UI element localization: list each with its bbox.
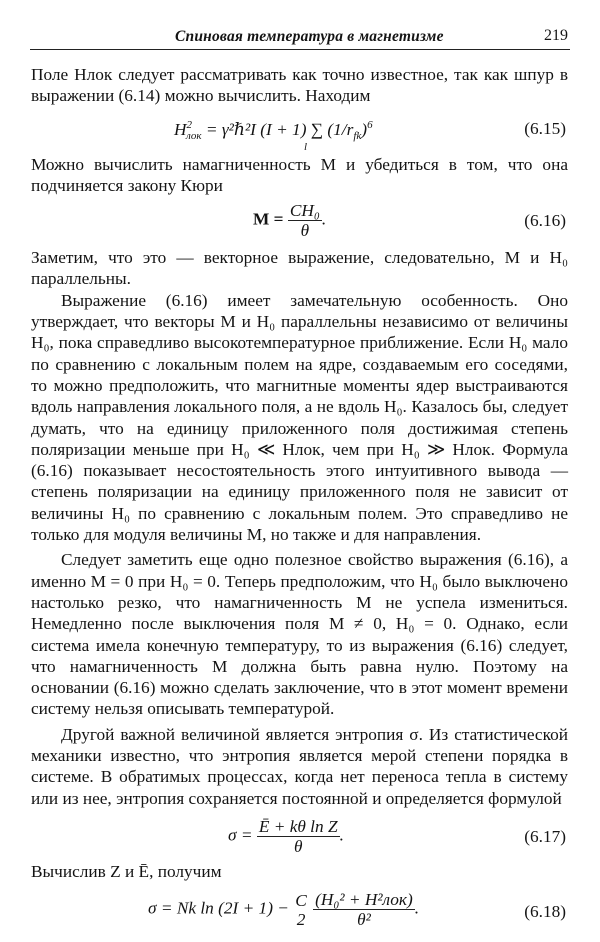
eq615-sum-index: l (304, 140, 308, 153)
equation-6-16-formula: M = $\frac{\text{CH₀}}{\theta}$ . (253, 201, 327, 241)
eq618-coefficient (293, 891, 309, 929)
equation-6-15-number: (6.15) (524, 118, 566, 138)
eq617-numerator: Ē + kθ ln Z (258, 816, 338, 836)
eq618-numerator: (H₀² + H²лок) (315, 890, 413, 910)
equation-6-17-number: (6.17) (524, 826, 566, 846)
paragraph-7: Вычислив Z и Ē, получим (31, 861, 222, 881)
equation-6-16 (31, 196, 568, 247)
page-number: 219 (544, 27, 568, 44)
eq615-lhs: H (174, 119, 187, 139)
eq616-numerator: CH₀ (289, 201, 320, 221)
equation-6-16-number: (6.16) (524, 211, 566, 231)
header-rule (30, 49, 570, 50)
paragraph-1: Поле Hлок следует рассматривать как точно известное, так как шпур в выражении (6.14) можно вычислить. Находим (31, 65, 568, 106)
equation-6-18 (31, 882, 568, 942)
eq615-lhs-sub: лок (185, 129, 202, 142)
paragraph-4: Выражение (6.16) имеет замечательную особенность. Оно утверждает, что векторы M и H₀ параллельны независимо от величины H₀, пока справедливо высокотемпературное приближение. Если H₀ мало по сравнению с локальным полем на ядре, создаваемым его соседями, то можно предположить, что магнитные моменты ядер выстраиваются вдоль направления локального поля, а не вдоль H₀. Казалось бы, следует думать, что на единицу приложенного поля достижимая степень поляризации меньше при H₀ ≪ Hлок, чем при H₀ ≫ Hлок. Формула (6.16) показывает несостоятельность этого интуитивного вывода — степень поляризации на единицу приложенного поля не зависит от величины H₀ по сравнению с локальным полем. Это справедливо не только для модуля величины M, но также и для направления. (31, 290, 568, 545)
eq616-fraction (288, 201, 322, 240)
equation-6-15-formula (174, 119, 373, 142)
eq617-denominator: θ (293, 836, 303, 856)
eq615-lhs-sup: 2 (186, 118, 192, 131)
eq617-lhs: σ = (228, 825, 253, 845)
eq618-denominator: θ² (357, 910, 371, 930)
eq618-coef-numerator: C (295, 890, 307, 910)
equation-6-18-formula: σ = Nk ln (2I + 1) − C 2 $\frac{\text{(H₀² + H²лок)}}{\text{θ²}}$ . (148, 890, 420, 930)
eq618-lhs: σ = Nk ln (2I + 1) − (148, 898, 289, 918)
page-body (31, 64, 568, 942)
paragraph-6: Другой важной величиной является энтропия σ. Из статистической механики известно, что энтропия является мерой степени порядка в системе. В обратимых процессах, когда нет переноса тепла в систему или из нее, энтропия сохраняется постоянной и определяется формулой (31, 724, 568, 808)
equation-6-17 (31, 809, 568, 861)
eq615-r-sub: fk (353, 129, 362, 142)
eq616-denominator: θ (300, 221, 310, 241)
paragraph-3: Заметим, что это — векторное выражение, следовательно, M и H₀ параллельны. (31, 248, 568, 289)
equation-6-15 (31, 107, 568, 154)
paragraph-2: Можно вычислить намагниченность M и убедиться в том, что она подчиняется закону Кюри (31, 154, 568, 195)
eq615-tail: ) (361, 119, 368, 139)
eq617-fraction (257, 817, 340, 856)
equation-6-18-number: (6.18) (524, 902, 566, 922)
eq615-power: 6 (367, 118, 373, 131)
eq615-body: = γ²ℏ²I (I + 1) ∑ (1/r (205, 119, 354, 139)
paragraph-5: Следует заметить еще одно полезное свойство выражения (6.16), а именно M = 0 при H₀ = 0. Теперь предположим, что H₀ было выключено настолько резко, что намагниченность M не успела измениться. Немедленно после выключения поля M ≠ 0, H₀ = 0. Однако, если система имела конечную температуру, то из выражения (6.16) следует, что намагниченность M должна быть равна нулю. Поэтому на основании (6.16) можно сделать заключение, что в этот момент времени систему нельзя описывать температурой. (31, 550, 568, 719)
eq618-coef-denominator: 2 (296, 909, 306, 929)
eq616-lhs: M = (253, 209, 284, 229)
equation-6-17-formula: σ = $\frac{\text{Ē + kθ ln Z}}{\theta}$ . (228, 816, 344, 856)
page-header (30, 26, 570, 50)
eq618-fraction (313, 890, 415, 929)
running-title: Спиновая температура в магнетизме (175, 28, 444, 45)
